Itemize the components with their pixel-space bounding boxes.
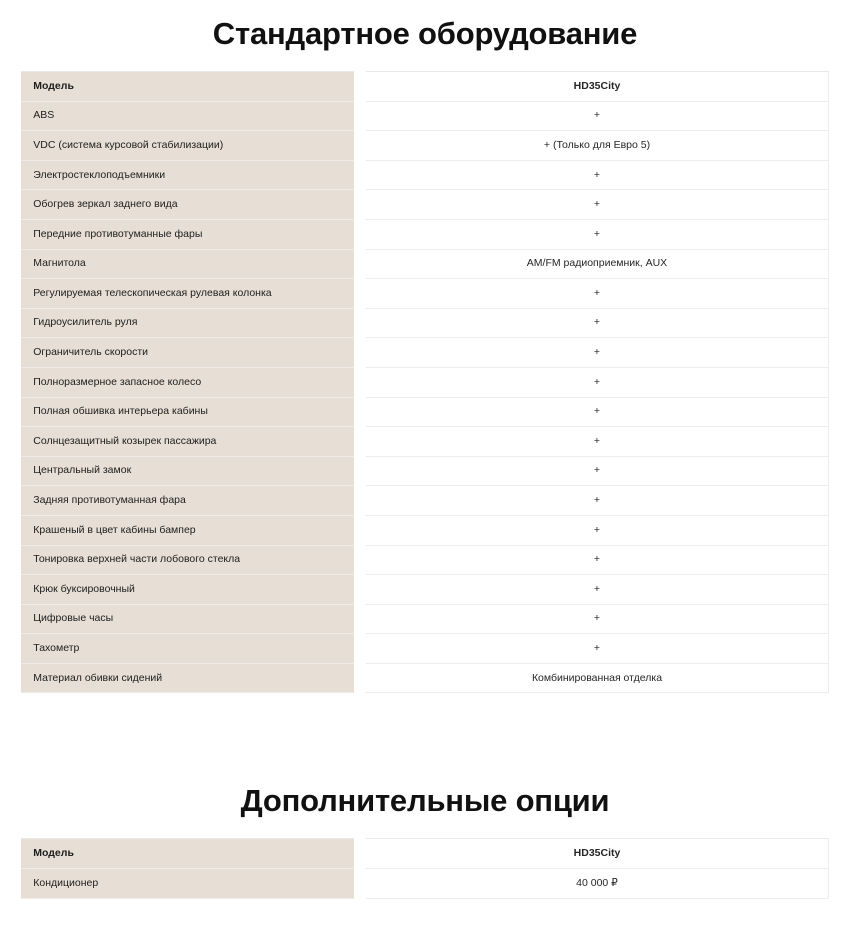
- page-title-additional-options: Дополнительные опции: [240, 783, 610, 819]
- table-cell-value: Комбинированная отделка: [360, 663, 828, 693]
- table-row: [21, 634, 828, 664]
- table-cell-label: Задняя противотуманная фара: [21, 486, 360, 516]
- table-cell-label: Тонировка верхней части лобового стекла: [21, 545, 360, 575]
- standard-equipment-table: [21, 71, 829, 693]
- table-cell-label: ABS: [21, 101, 360, 131]
- additional-options-table-body: [21, 839, 828, 898]
- table-row: [21, 427, 828, 457]
- title-table-spacer-2: [0, 816, 850, 838]
- table-header-value: HD35City: [360, 72, 828, 102]
- table-cell-label: VDC (система курсовой стабилизации): [21, 131, 360, 161]
- table-row: [21, 575, 828, 605]
- table-cell-label: Крашеный в цвет кабины бампер: [21, 515, 360, 545]
- table-cell-label: Обогрев зеркал заднего вида: [21, 190, 360, 220]
- table-cell-value: +: [360, 219, 828, 249]
- table-cell-value: AM/FM радиоприемник, AUX: [360, 249, 828, 279]
- page-title-standard-equipment: Стандартное оборудование: [212, 16, 638, 51]
- table-cell-value: +: [360, 604, 828, 634]
- table-cell-label: Гидроусилитель руля: [21, 308, 360, 338]
- table-row: [21, 367, 828, 397]
- table-row: [21, 486, 828, 516]
- table-row: [21, 131, 828, 161]
- table-row: [21, 869, 828, 899]
- table-header-value: HD35City: [360, 839, 828, 869]
- table-row: [21, 604, 828, 634]
- table-header-row: [21, 839, 828, 869]
- table-cell-label: Солнцезащитный козырек пассажира: [21, 427, 360, 457]
- table-header-label: Модель: [21, 72, 360, 102]
- table-cell-label: Крюк буксировочный: [21, 575, 360, 605]
- table-row: [21, 160, 828, 190]
- table-cell-value: 40 000 ₽: [360, 869, 828, 899]
- table-cell-label: Кондиционер: [21, 869, 360, 899]
- table-cell-label: Цифровые часы: [21, 604, 360, 634]
- table-row: [21, 219, 828, 249]
- table-row: [21, 101, 828, 131]
- table-header-label: Модель: [21, 839, 360, 869]
- table-row: [21, 545, 828, 575]
- table-cell-value: +: [360, 515, 828, 545]
- table-cell-value: +: [360, 160, 828, 190]
- table-cell-label: Центральный замок: [21, 456, 360, 486]
- table-header-row: [21, 72, 828, 102]
- table-cell-value: + (Только для Евро 5): [360, 131, 828, 161]
- table-cell-value: +: [360, 486, 828, 516]
- table-cell-value: +: [360, 397, 828, 427]
- additional-options-table: [21, 838, 829, 898]
- table-cell-value: +: [360, 101, 828, 131]
- table-cell-label: Ограничитель скорости: [21, 338, 360, 368]
- section-spacer: [0, 693, 850, 785]
- table-cell-label: Магнитола: [21, 249, 360, 279]
- table-cell-label: Регулируемая телескопическая рулевая колонка: [21, 279, 360, 309]
- table-row: [21, 397, 828, 427]
- table-cell-value: +: [360, 575, 828, 605]
- table-row: [21, 515, 828, 545]
- table-row: [21, 308, 828, 338]
- title-table-spacer: [0, 49, 850, 71]
- table-cell-value: +: [360, 545, 828, 575]
- table-cell-value: +: [360, 634, 828, 664]
- table-row: [21, 279, 828, 309]
- table-cell-value: +: [360, 456, 828, 486]
- table-cell-label: Полная обшивка интерьера кабины: [21, 397, 360, 427]
- table-cell-value: +: [360, 338, 828, 368]
- standard-equipment-table-body: [21, 72, 828, 693]
- table-row: [21, 190, 828, 220]
- table-cell-value: +: [360, 308, 828, 338]
- table-row: [21, 663, 828, 693]
- table-cell-value: +: [360, 279, 828, 309]
- table-cell-label: Передние противотуманные фары: [21, 219, 360, 249]
- table-cell-value: +: [360, 367, 828, 397]
- table-cell-value: +: [360, 427, 828, 457]
- table-row: [21, 456, 828, 486]
- table-row: [21, 249, 828, 279]
- table-cell-label: Материал обивки сидений: [21, 663, 360, 693]
- table-cell-label: Электростеклоподъемники: [21, 160, 360, 190]
- table-row: [21, 338, 828, 368]
- table-cell-label: Полноразмерное запасное колесо: [21, 367, 360, 397]
- table-cell-value: +: [360, 190, 828, 220]
- table-cell-label: Тахометр: [21, 634, 360, 664]
